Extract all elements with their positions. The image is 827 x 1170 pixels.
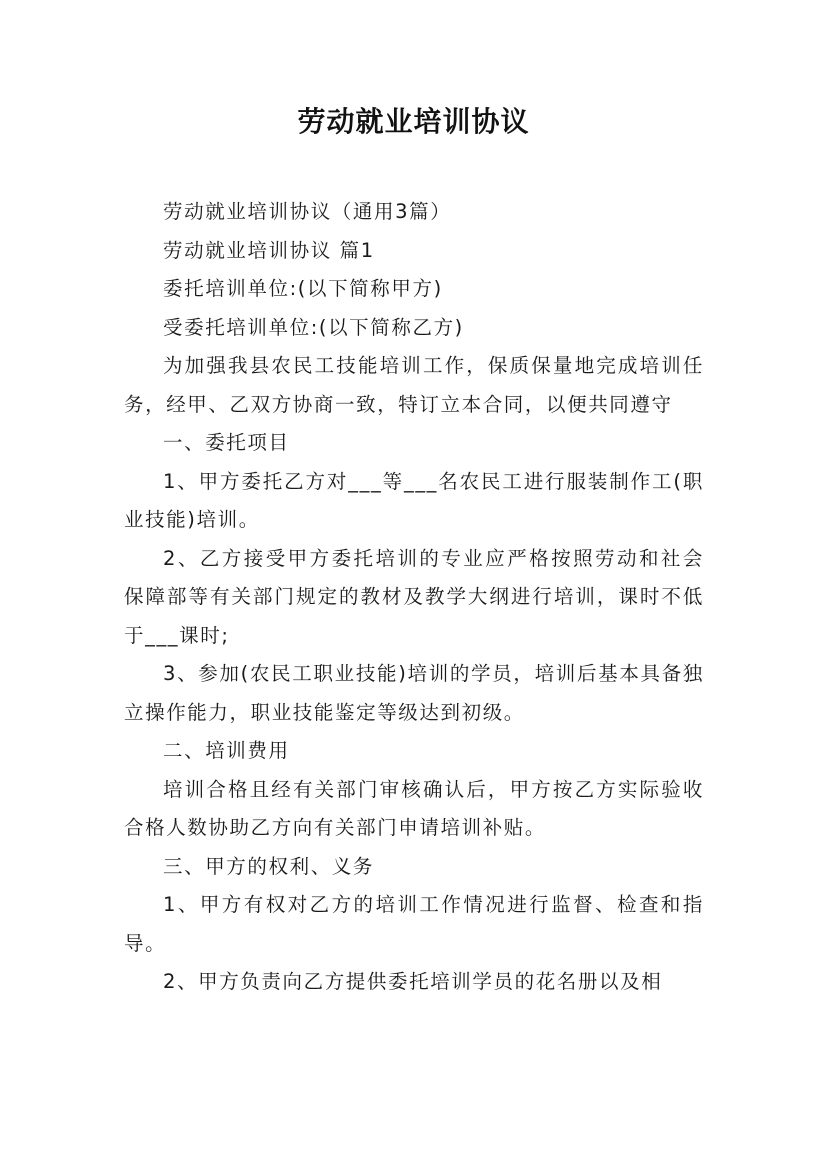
paragraph-item: 2、乙方接受甲方委托培训的专业应严格按照劳动和社会保障部等有关部门规定的教材及教学大纲进行培训，课时不低于___课时; (124, 546, 704, 647)
paragraph-preamble: 为加强我县农民工技能培训工作，保质保量地完成培训任务，经甲、乙双方协商一致，特订立本合同，以便共同遵守 (124, 354, 704, 416)
paragraph-item: 培训合格且经有关部门审核确认后，甲方按乙方实际验收合格人数协助乙方向有关部门申请培训补贴。 (124, 777, 704, 839)
section-heading-2: 二、培训费用 (163, 739, 290, 762)
paragraph-party-a: 委托培训单位:(以下简称甲方) (163, 277, 443, 300)
paragraph-part-heading: 劳动就业培训协议 篇1 (163, 238, 375, 262)
paragraph-item: 2、甲方负责向乙方提供委托培训学员的花名册以及相 (163, 970, 663, 993)
paragraph-item: 1、甲方有权对乙方的培训工作情况进行监督、检查和指导。 (124, 893, 704, 955)
paragraph-item: 1、甲方委托乙方对___等___名农民工进行服装制作工(职业技能)培训。 (124, 469, 704, 531)
document-title: 劳动就业培训协议 (297, 105, 530, 138)
document-body (124, 193, 704, 1002)
section-heading-1: 一、委托项目 (163, 431, 290, 454)
section-heading-3: 三、甲方的权利、义务 (163, 854, 375, 878)
paragraph-doc-heading: 劳动就业培训协议（通用3篇） (163, 200, 452, 223)
paragraph-item: 3、参加(农民工职业技能)培训的学员，培训后基本具备独立操作能力，职业技能鉴定等级达到初级。 (124, 662, 704, 724)
paragraph-party-b: 受委托培训单位:(以下简称乙方) (163, 315, 464, 339)
